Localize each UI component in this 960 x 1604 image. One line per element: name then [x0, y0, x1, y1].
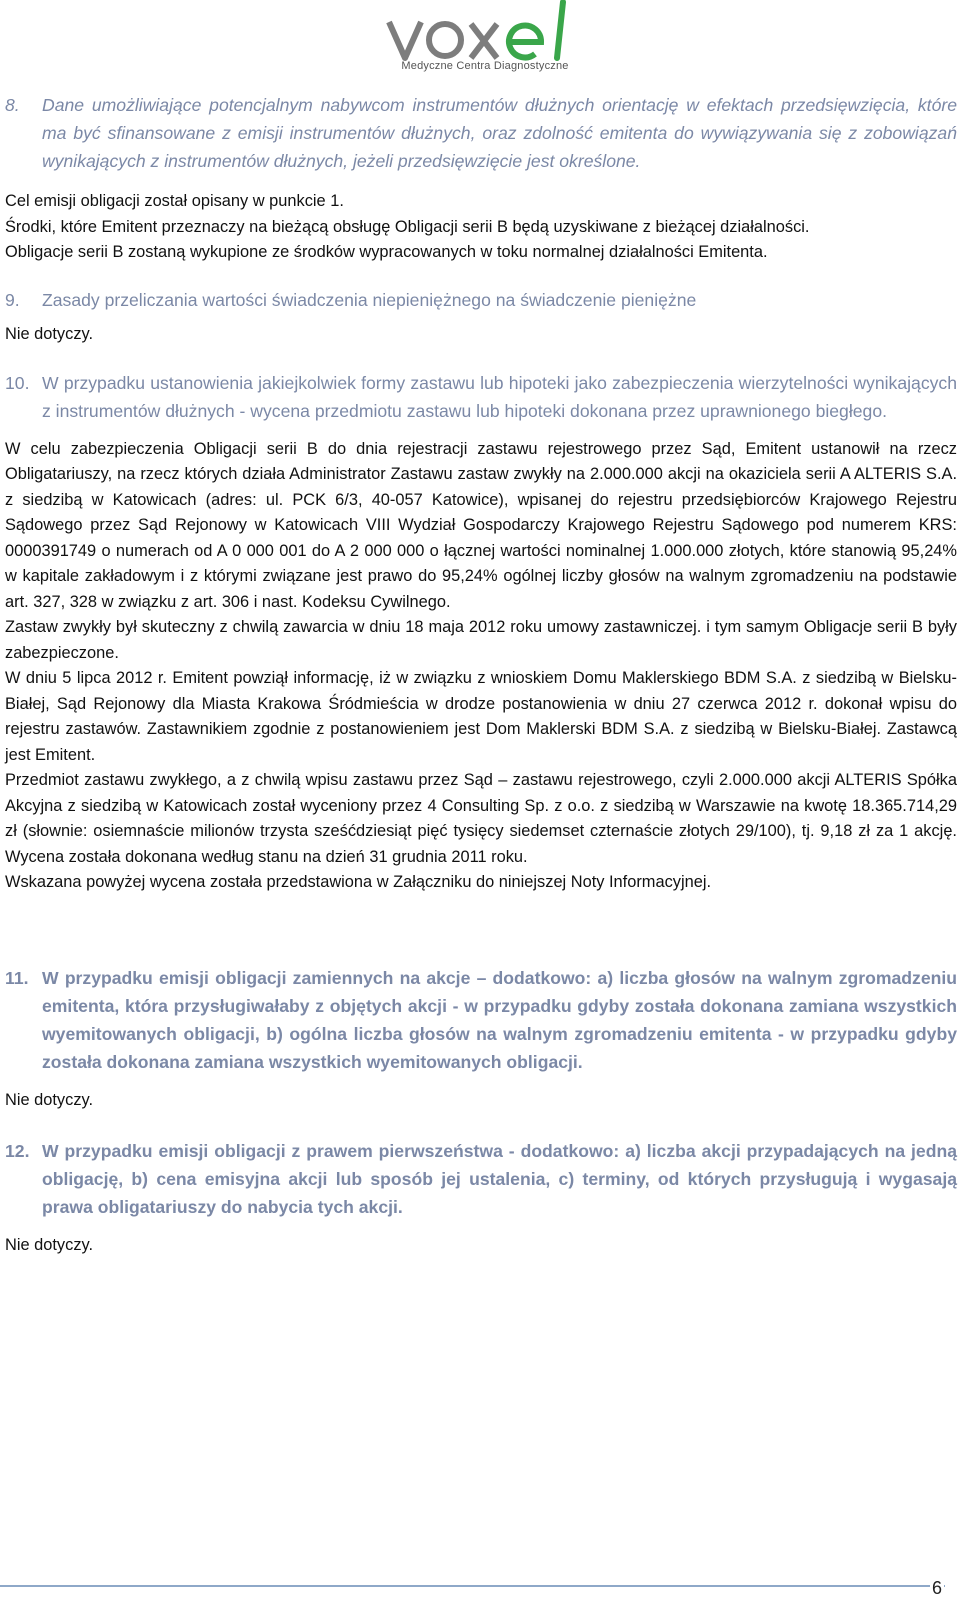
- logo-subtitle: Medyczne Centra Diagnostyczne: [401, 60, 569, 72]
- not-applicable-text: Nie dotyczy.: [5, 1235, 94, 1254]
- section-11-heading: [5, 964, 957, 1076]
- section-number: 10.: [5, 372, 30, 393]
- section-9-heading: [5, 286, 957, 314]
- paragraph: W celu zabezpieczenia Obligacji serii B do dnia rejestracji zastawu rejestrowego przez Sąd, Emitent ustanowił na rzecz Obligatariuszy, na rzecz których działa Administrator Zastawu zastaw zwykły na 2.000.000 akcji na okaziciela serii A ALTERIS S.A. z siedzibą w Katowicach (adres: ul. PCK 6/3, 40-057 Katowice), wpisanej do rejestru przedsiębiorców Krajowego Rejestru Sądowego przez Sąd Rejonowy w Katowicach VIII Wydział Gospodarczy Krajowego Rejestru Sądowego pod numerem KRS: 0000391749 o numerach od A 0 000 001 do A 2 000 000 o łącznej wartości nominalnej 1.000.000 złotych, które stanowią 95,24% w kapitale zakładowym i z którymi związane jest prawo do 95,24% ogólnej liczby głosów na walnym zgromadzeniu na podstawie art. 327, 328 w związku z art. 306 i nast. Kodeksu Cywilnego.: [5, 439, 957, 611]
- section-title: W przypadku ustanowienia jakiejkolwiek formy zastawu lub hipoteki jako zabezpieczenia wierzytelności wynikających z instrumentów dłużnych - wycena przedmiotu zastawu lub hipoteki dokonana przez uprawnionego biegłego.: [42, 372, 957, 421]
- section-number: 12.: [5, 1140, 30, 1161]
- paragraph: Przedmiot zastawu zwykłego, a z chwilą wpisu zastawu przez Sąd – zastawu rejestrowego, czyli 2.000.000 akcji ALTERIS Spółka Akcyjna z siedzibą w Katowicach został wyceniony przez 4 Consulting Sp. z o.o. z siedzibą w Warszawie na kwotę 18.365.714,29 zł (słownie: osiemnaście milionów trzysta sześćdziesiąt pięć tysięcy siedemset czternaście złotych 29/100), tj. 9,18 zł za 1 akcję. Wycena została dokonana według stanu na dzień 31 grudnia 2011 roku.: [5, 771, 957, 866]
- section-number: 11.: [5, 967, 29, 988]
- voxel-wordmark-icon: [385, 0, 585, 62]
- section-number: 9.: [5, 289, 20, 310]
- not-applicable-text: Nie dotyczy.: [5, 324, 94, 343]
- paragraph: Zastaw zwykły był skuteczny z chwilą zawarcia w dniu 18 maja 2012 roku umowy zastawniczej. i tym samym Obligacje serii B były zabezpieczone.: [5, 618, 957, 662]
- section-title: Dane umożliwiające potencjalnym nabywcom instrumentów dłużnych orientację w efektach przedsięwzięcia, które ma być sfinansowane z emisji instrumentów dłużnych, oraz zdolność emitenta do wywiązywania się z zobowiązań wynikających z instrumentów dłużnych, jeżeli przedsięwzięcie jest określone.: [42, 95, 957, 171]
- section-title: Zasady przeliczania wartości świadczenia niepieniężnego na świadczenie pieniężne: [42, 289, 697, 310]
- paragraph: W dniu 5 lipca 2012 r. Emitent powziął informację, iż w związku z wnioskiem Domu Maklerskiego BDM S.A. z siedzibą w Bielsku-Białej, Sąd Rejonowy dla Miasta Krakowa Śródmieścia w drodze postanowienia w dniu 27 czerwca 2012 r. dokonał wpisu do rejestru zastawów. Zastawnikiem zgodnie z postanowieniem jest Dom Maklerski BDM S.A. z siedzibą w Bielsku-Białej. Zastawcą jest Emitent.: [5, 669, 957, 764]
- document-page: [5, 91, 957, 1258]
- paragraph: Cel emisji obligacji został opisany w punkcie 1.: [5, 192, 344, 210]
- paragraph: Obligacje serii B zostaną wykupione ze środków wypracowanych w toku normalnej działalności Emitenta.: [5, 243, 768, 261]
- paragraph: Środki, które Emitent przeznaczy na bieżącą obsługę Obligacji serii B będą uzyskiwane z bieżącej działalności.: [5, 217, 810, 236]
- section-10-heading: [5, 369, 957, 425]
- footer-divider: [0, 1585, 945, 1587]
- voxel-logo: [370, 0, 600, 82]
- section-8-heading: [5, 91, 957, 175]
- section-title: W przypadku emisji obligacji z prawem pierwszeństwa - dodatkowo: a) liczba akcji przypadających na jedną obligację, b) cena emisyjna akcji lub sposób jej ustalenia, c) terminy, od których przysługują i wygasają prawa obligatariuszy do nabycia tych akcji.: [42, 1140, 957, 1217]
- section-title: W przypadku emisji obligacji zamiennych na akcje – dodatkowo: a) liczba głosów na walnym zgromadzeniu emitenta, która przysługiwałaby z objętych akcji - w przypadku gdyby została dokonana zamiana wszystkich wyemitowanych obligacji, b) ogólna liczba głosów na walnym zgromadzeniu emitenta - w przypadku gdyby została dokonana zamiana wszystkich wyemitowanych obligacji.: [42, 967, 957, 1072]
- page-number: 6: [932, 1578, 943, 1598]
- section-12-heading: [5, 1137, 957, 1221]
- section-number: 8.: [5, 95, 20, 115]
- paragraph: Wskazana powyżej wycena została przedstawiona w Załączniku do niniejszej Noty Informacyjnej.: [5, 873, 712, 891]
- not-applicable-text: Nie dotyczy.: [5, 1090, 94, 1109]
